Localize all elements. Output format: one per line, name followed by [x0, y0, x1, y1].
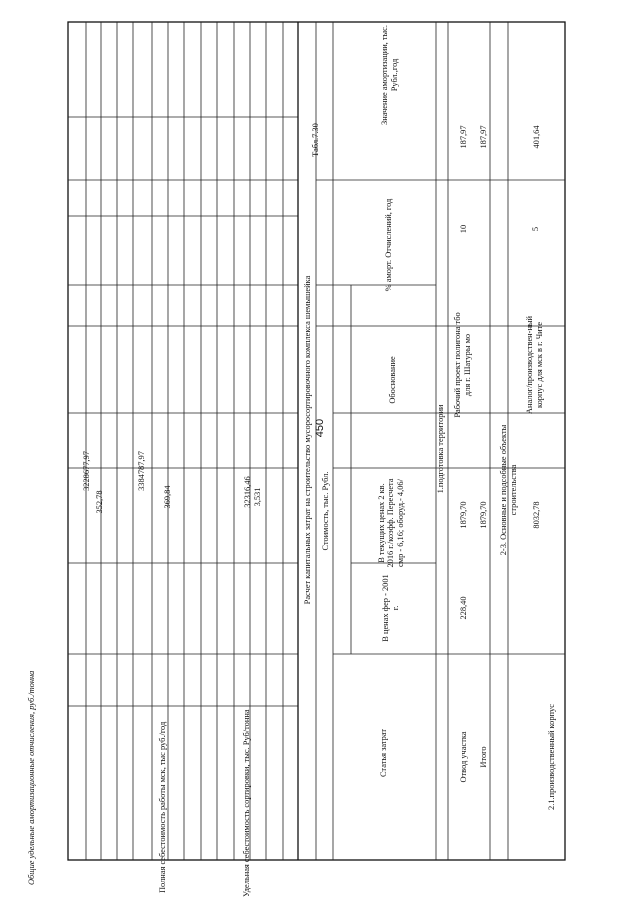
row-total-article: Итого	[479, 746, 489, 768]
row-amort-value: 187,97	[459, 125, 469, 149]
upper-row4-value: 3,531	[253, 487, 263, 507]
header-article: Статья затрат	[379, 728, 389, 778]
upper-row4-label: Удельная себестоимость сортировки, тыс. Руб/тонна	[242, 709, 252, 897]
row-price-current: 8032,78	[532, 501, 542, 529]
table-label: Табл.7.30	[311, 123, 321, 157]
row-amort-pct: 5	[531, 226, 541, 232]
section-1-title: 1.подготовка территории	[436, 404, 446, 494]
header-cost-group: Стоимость, тыс. Рубл.	[321, 471, 331, 551]
upper-row1-value-a: 3228677,97	[82, 451, 92, 491]
header-price-current: В текущих ценах 2 кв. 2016 г./коэфф. Пересчета смр - 6,16; оборуд.- 4,06/	[376, 478, 405, 568]
upper-row3-value: 32316,46	[243, 476, 253, 508]
row-price-current: 1879,70	[459, 501, 469, 529]
row-total-price-current: 1879,70	[479, 501, 489, 529]
row-justification: Рабочий проект полигона тбо для г. Шатуры мо	[453, 312, 472, 418]
header-justification: Обоснование	[388, 356, 398, 404]
row-price-2001: 228,40	[459, 596, 469, 620]
row-justification: Аналог/производствен-ный корпус для мск в г. Чите	[525, 315, 544, 415]
header-amort-value: Значение амортизации, тыс. Рубл.,год	[380, 25, 399, 125]
row-amort-value: 401,64	[532, 125, 542, 149]
row-article: 2.1.производственный корпус	[547, 704, 557, 810]
header-amort-pct: % аморт. Отчислений, год	[384, 198, 394, 292]
row-amort-pct: 10	[459, 224, 469, 234]
header-price-2001: В ценах фер - 2001 г.	[381, 574, 400, 642]
upper-row3-label: Полная себестоимость работы мск, тыс руб./год	[158, 721, 168, 893]
upper-row2-label: Общие удельные амортизационные отчисления, руб./тонна	[27, 670, 37, 885]
upper-row1-value-b: 352,78	[95, 490, 105, 514]
upper-row2-value: 369,84	[163, 485, 173, 509]
lower-caption: Расчет капитальных затрат на строительство мусоросортировочного комплекса шемышейка	[303, 275, 313, 605]
page-number: 450	[314, 418, 326, 438]
row-total-amort-value: 187,97	[479, 125, 489, 149]
row-article: Отвод участка	[459, 731, 469, 783]
section-2-title: 2-3. Основные и подсобные объекты строительства	[499, 424, 518, 556]
upper-row1-value-c: 3384787,97	[137, 451, 147, 491]
